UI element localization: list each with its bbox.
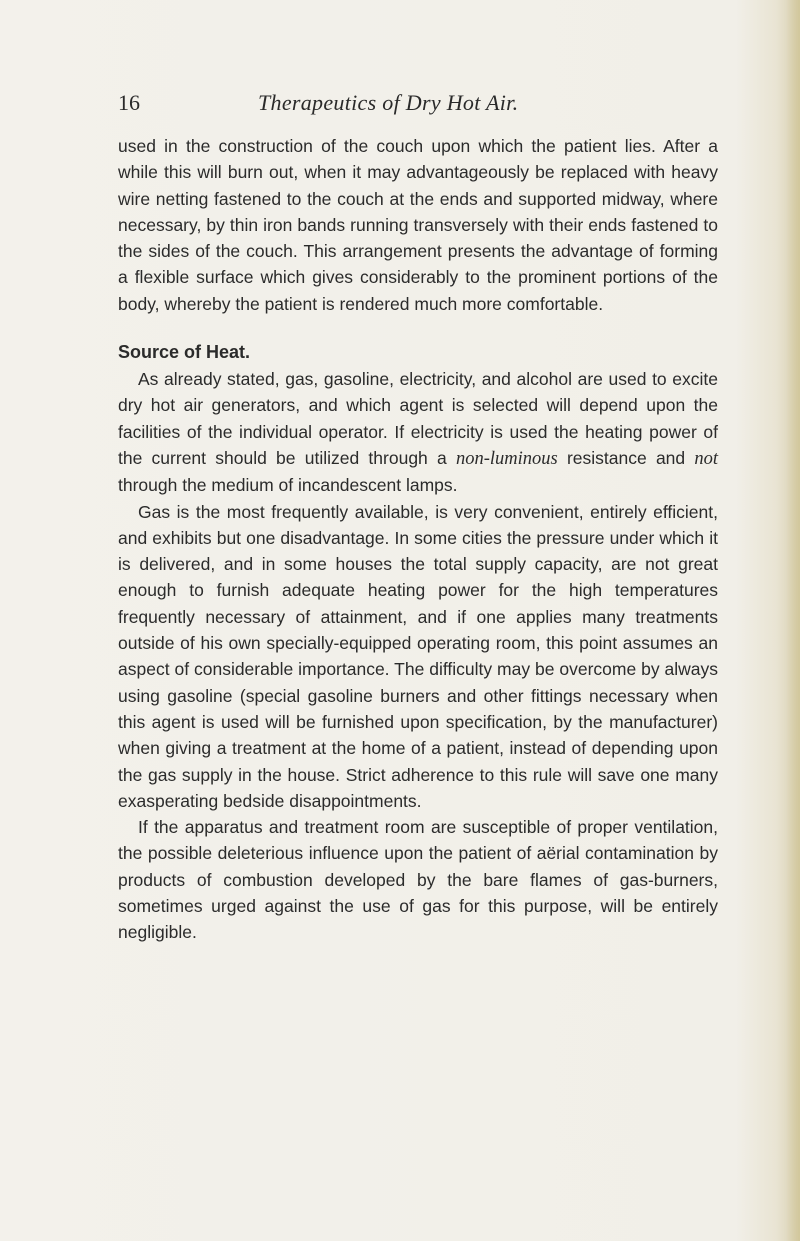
paragraph-ventilation: If the apparatus and treatment room are susceptible of proper ventilation, the possible deleterious influence upon the patient of aërial contamination by products of combustion developed by the bare flames of gas-burners, sometimes urged against the use of gas for this purpose, will be entirely negligible. xyxy=(118,817,718,943)
paragraph-heat-sources xyxy=(118,366,718,498)
page-number: 16 xyxy=(118,90,140,115)
running-title: Therapeutics of Dry Hot Air. xyxy=(258,90,519,115)
text-run: As already stated, gas, gasoline, electricity, and alcohol are used to excite dry hot air generators, and which agent is selected will depend upon the facilities of the individual operator. If electricity is used the heating power of the current should be utilized through a xyxy=(118,369,718,468)
section-heading: Source of Heat. xyxy=(118,342,251,363)
page-header xyxy=(118,88,698,118)
page-edge-shading xyxy=(786,0,800,1241)
text-run: through the medium of incandescent lamps. xyxy=(118,475,458,496)
emphasis-text: not xyxy=(694,448,719,469)
paragraph-continuation: used in the construction of the couch upon which the patient lies. After a while this will burn out, when it may advantageously be replaced with heavy wire netting fastened to the couch at the ends and supported midway, where necessary, by thin iron bands running transversely with their ends fastened to the sides of the couch. This arrangement presents the advantage of forming a flexible surface which gives considerably to the prominent portions of the body, whereby the patient is rendered much more comfortable. xyxy=(118,136,718,314)
text-run: resistance and xyxy=(557,447,695,468)
body-text xyxy=(118,133,718,946)
emphasis-text: non-luminous xyxy=(455,448,558,469)
paragraph-gas: Gas is the most frequently available, is very convenient, entirely efficient, and exhibits but one disadvantage. In some cities the pressure under which it is delivered, and in some houses the total supply capacity, are not great enough to furnish adequate heating power for the high temperatures frequently necessary of attainment, and if one applies many treatments outside of his own specially-equipped operating room, this point assumes an aspect of considerable importance. The difficulty may be overcome by always using gasoline (special gasoline burners and other fittings necessary when this agent is used will be furnished upon specification, by the manufacturer) when giving a treatment at the home of a patient, instead of depending upon the gas supply in the house. Strict adherence to this rule will save one many exasperating bedside disappointments. xyxy=(118,501,718,811)
